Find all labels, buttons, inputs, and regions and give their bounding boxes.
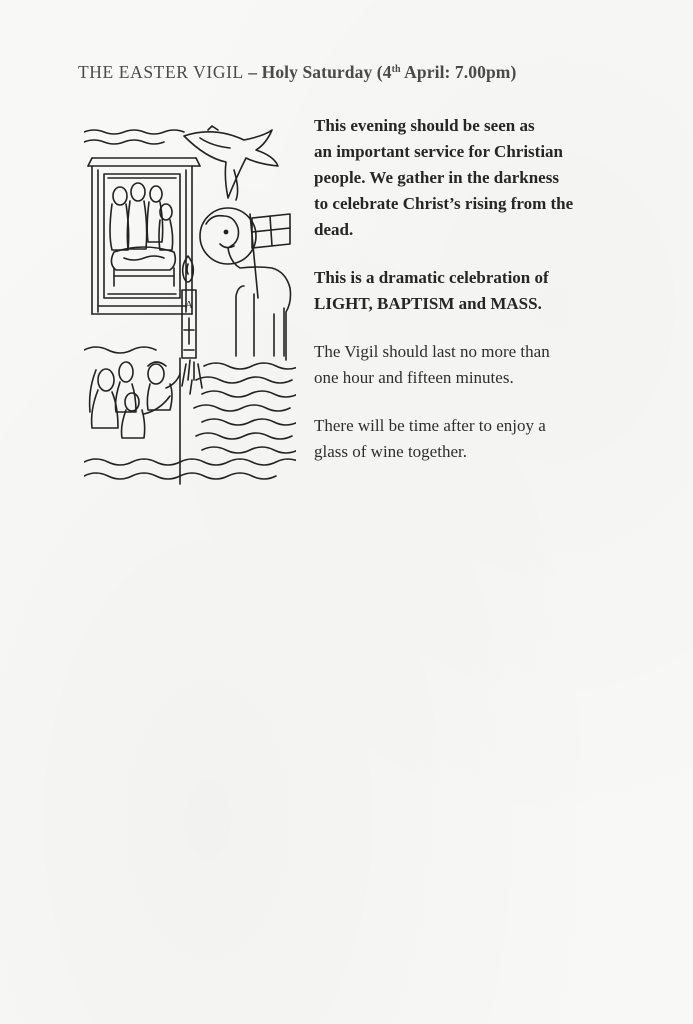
intro-line-4: to celebrate Christ’s rising from the (314, 194, 574, 213)
text-column (314, 113, 640, 487)
intro-line-5: dead. (314, 220, 354, 239)
intro-line-2: an important service for Christian (314, 142, 563, 161)
title-rest: April: 7.00pm) (400, 62, 517, 82)
sky-lines (84, 130, 184, 144)
celebration-intro: This is a dramatic celebration of (314, 268, 549, 287)
intro-line-3: people. We gather in the darkness (314, 168, 559, 187)
title-separator: – (243, 62, 262, 82)
intro-paragraph (314, 113, 640, 243)
lamb-of-god (200, 208, 291, 360)
title-superscript: th (391, 64, 401, 75)
title-day: Holy Saturday (4 (261, 62, 392, 82)
intro-line-1: This evening should be seen as (314, 116, 535, 135)
celebration-paragraph (314, 265, 640, 317)
duration-paragraph (314, 339, 640, 391)
wine-line-2: glass of wine together. (314, 442, 467, 461)
duration-line-1: The Vigil should last no more than (314, 342, 550, 361)
duration-line-2: one hour and fifteen minutes. (314, 368, 514, 387)
celebration-emphasis: LIGHT, BAPTISM and MASS. (314, 294, 542, 313)
page-title (78, 62, 638, 83)
wine-line-1: There will be time after to enjoy a (314, 416, 546, 435)
wine-paragraph (314, 413, 640, 465)
easter-vigil-illustration (84, 118, 296, 498)
candle-alpha: A (185, 299, 193, 311)
paschal-candle (182, 256, 202, 394)
baptism-figures (90, 362, 180, 438)
title-main: THE EASTER VIGIL (78, 62, 244, 82)
women-at-tomb (110, 183, 175, 286)
